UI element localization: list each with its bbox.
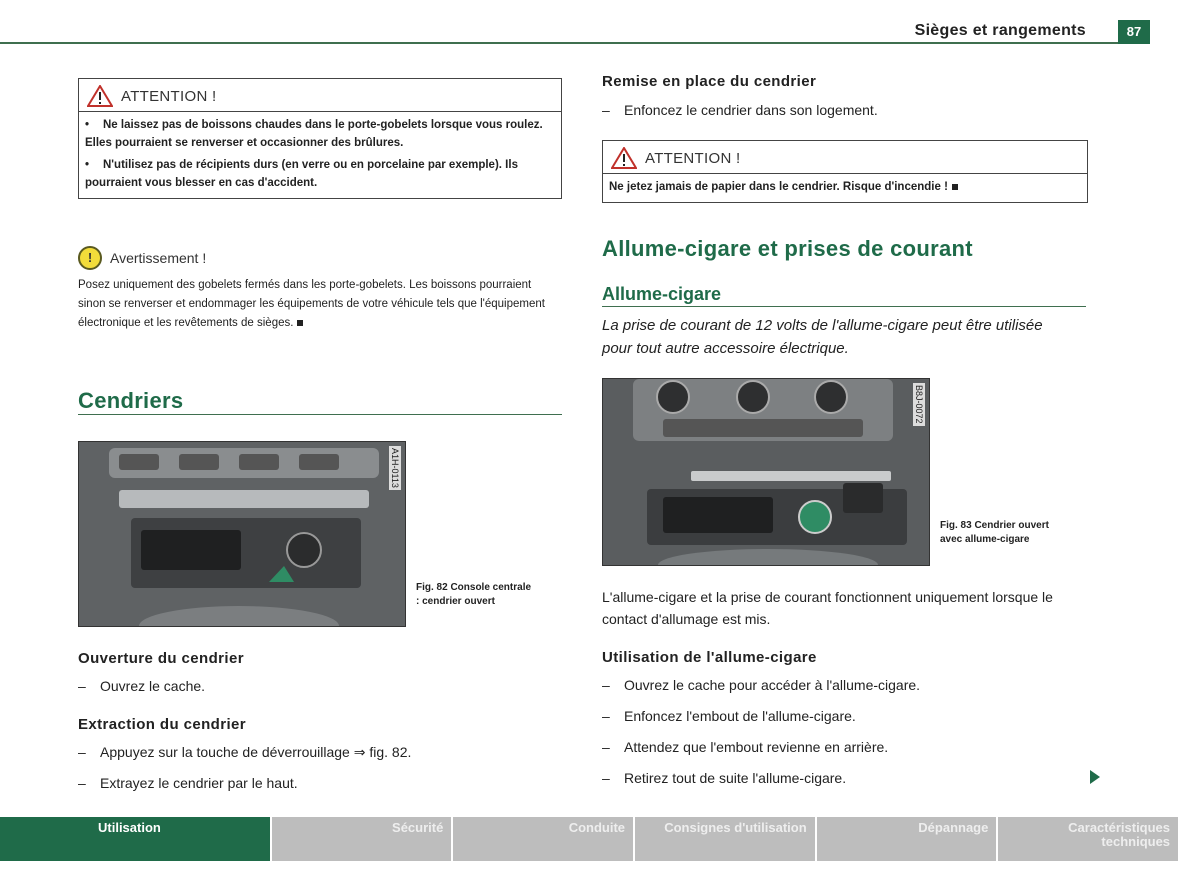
intro-text: La prise de courant de 12 volts de l'allume-cigare peut être utilisée pour tout autre accessoire électrique. (602, 317, 1043, 357)
notice-header (78, 246, 206, 270)
section-rule (78, 414, 562, 415)
exclamation-circle-icon: ! (78, 246, 102, 270)
nav-tab-conduite[interactable]: Conduite (453, 817, 635, 861)
figure-83-image (602, 378, 930, 566)
nav-tab-consignes[interactable]: Consignes d'utilisation (635, 817, 817, 861)
page-header-title: Sièges et rangements (914, 22, 1086, 39)
end-mark-icon (297, 320, 303, 326)
warning-box-cupholder (78, 78, 562, 199)
step-item: – Enfoncez le cendrier dans son logement. (602, 102, 878, 118)
subsection-rule (602, 306, 1086, 307)
end-mark-icon (952, 184, 958, 190)
step-item: – Appuyez sur la touche de déverrouillage ⇒ fig. 82. (78, 744, 412, 760)
warning-triangle-icon (611, 147, 637, 169)
figure-83-caption: Fig. 83 Cendrier ouvert avec allume-cigare (940, 520, 1049, 545)
step-item: – Ouvrez le cache pour accéder à l'allume-cigare. (602, 677, 921, 693)
warning-body (79, 112, 561, 198)
warning-title: ATTENTION ! (645, 149, 741, 167)
nav-tab-depannage[interactable]: Dépannage (817, 817, 999, 861)
figure-82-image (78, 441, 406, 627)
continue-arrow-icon (1090, 770, 1100, 784)
figure-code: A1H-0113 (390, 448, 400, 488)
warning-item: • N'utilisez pas de récipients durs (en verre ou en porcelaine par exemple). Ils pourraient vous blesser en cas d'accident. (85, 159, 518, 189)
cigarette-lighter-illustration (603, 379, 929, 565)
nav-tab-utilisation[interactable]: Utilisation (0, 817, 272, 861)
section-title-cendriers: Cendriers (78, 388, 184, 413)
console-ashtray-illustration (79, 442, 405, 626)
step-item: – Attendez que l'embout revienne en arrière. (602, 739, 889, 755)
figure-code: B8J-0072 (914, 385, 924, 424)
warning-header (79, 79, 561, 112)
warning-title: ATTENTION ! (121, 87, 217, 105)
step-item: – Ouvrez le cache. (78, 678, 206, 694)
heading-ouverture: Ouverture du cendrier (78, 650, 244, 667)
nav-tab-securite[interactable]: Sécurité (272, 817, 454, 861)
warning-box-fire (602, 140, 1088, 203)
chapter-navigation (0, 817, 1178, 861)
heading-remise-en-place: Remise en place du cendrier (602, 73, 817, 90)
figure-82-caption: Fig. 82 Console centrale : cendrier ouvert (416, 582, 532, 607)
warning-item: • Ne laissez pas de boissons chaudes dans le porte-gobelets lorsque vous roulez. Elles pourraient se renverser et occasionner des brûlures. (85, 119, 543, 149)
step-item: – Enfoncez l'embout de l'allume-cigare. (602, 708, 856, 724)
subsection-title: Allume-cigare (602, 284, 722, 304)
body-paragraph: L'allume-cigare et la prise de courant fonctionnent uniquement lorsque le contact d'allumage est mis. (602, 589, 1053, 627)
warning-header (603, 141, 1087, 174)
step-item: – Retirez tout de suite l'allume-cigare. (602, 770, 847, 786)
warning-body (603, 174, 1087, 202)
header-rule (0, 42, 1118, 44)
nav-tab-caracteristiques[interactable]: Caractéristiques techniques (998, 817, 1178, 861)
notice-title: Avertissement ! (110, 250, 207, 266)
heading-extraction: Extraction du cendrier (78, 716, 247, 733)
warning-item: Ne jetez jamais de papier dans le cendrier. Risque d'incendie ! (609, 178, 1081, 196)
heading-utilisation: Utilisation de l'allume-cigare (602, 649, 817, 666)
page-number: 87 (1118, 20, 1150, 44)
notice-text: Posez uniquement des gobelets fermés dans les porte-gobelets. Les boissons pourraient sinon se renverser et endommager les équipements de votre véhicule tels que l'équipement électronique et les revêtements de sièges. (78, 279, 545, 329)
section-title-allume-cigare: Allume-cigare et prises de courant (602, 236, 973, 261)
step-item: – Extrayez le cendrier par le haut. (78, 775, 298, 791)
warning-triangle-icon (87, 85, 113, 107)
